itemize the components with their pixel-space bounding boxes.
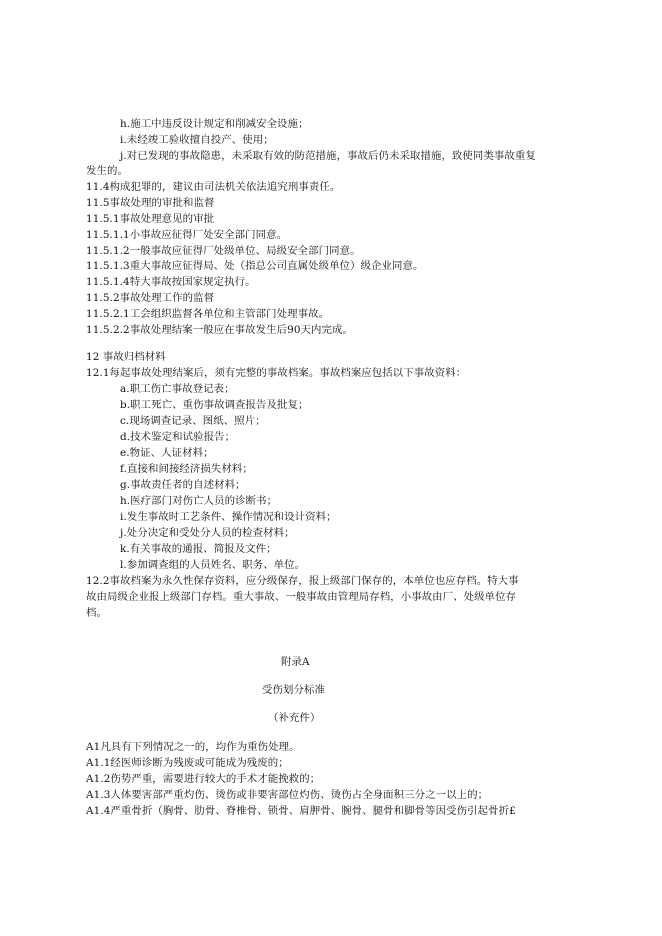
clause-11-4: 11.4构成犯罪的，建议由司法机关依法追究刑事责任。 [86, 181, 341, 193]
item-j-line2: 发生的。 [86, 165, 128, 177]
item-h: h.施工中违反设计规定和削减安全设施； [120, 118, 309, 130]
archive-item-b: b.职工死亡、重伤事故调查报告及批复； [120, 399, 309, 411]
archive-item-d: d.技术鉴定和试验报告； [120, 431, 236, 443]
item-i: i.未经竣工验收擅自投产、使用； [120, 134, 274, 146]
archive-item-g: g.事故责任者的自述材料； [120, 479, 246, 491]
clause-11-5-1: 11.5.1事故处理意见的审批 [86, 213, 215, 225]
archive-item-l: l.参加调查组的人员姓名、职务、单位。 [120, 559, 306, 571]
clause-12-2-line1: 12.2事故档案为永久性保存资料，应分级保存，报上级部门保存的，本单位也应存档。特大事 [86, 575, 519, 587]
archive-item-c: c.现场调查记录、图纸、照片； [120, 415, 266, 427]
item-j-line1: j.对已发现的事故隐患，未采取有效的防范措施，事故后仍未采取措施，致使同类事故重复 [120, 150, 536, 162]
clause-11-5-1-1: 11.5.1.1小事故应征得厂处安全部门同意。 [86, 229, 288, 241]
appendix-note: （补充件） [268, 712, 321, 724]
archive-item-h: h.医疗部门对伤亡人员的诊断书； [120, 495, 278, 507]
clause-11-5-1-3: 11.5.1.3重大事故应征得局、处（指总公司直属处级单位）级企业同意。 [86, 260, 424, 272]
clause-12-1: 12.1每起事故处理结案后，须有完整的事故档案。事故档案应包括以下事故资料： [86, 367, 467, 379]
appendix-subtitle: 受伤划分标准 [262, 684, 325, 696]
clause-11-5-1-4: 11.5.1.4特大事故按国家规定执行。 [86, 276, 256, 288]
archive-item-a: a.职工伤亡事故登记表； [120, 383, 235, 395]
appendix-title: 附录A [281, 656, 310, 668]
archive-item-i: i.发生事故时工艺条件、操作情况和设计资料； [120, 511, 337, 523]
clause-a1-3: A1.3人体要害部严重灼伤、烫伤或非要害部位灼伤、烫伤占全身面积三分之一以上的； [86, 789, 489, 801]
clause-a1-4: A1.4严重骨折（胸骨、肋骨、脊椎骨、锁骨、肩胛骨、腕骨、腿骨和脚骨等因受伤引起骨折£ [86, 805, 516, 817]
archive-item-e: e.物证、人证材料； [120, 447, 214, 459]
clause-12-2-line3: 档。 [86, 607, 107, 619]
clause-11-5-2-1: 11.5.2.1工会组织监督各单位和主管部门处理事故。 [86, 308, 330, 320]
clause-a1: A1凡具有下列情况之一的，均作为重伤处理。 [86, 741, 300, 753]
archive-item-f: f.直接和间接经济损失材料； [120, 463, 253, 475]
clause-a1-1: A1.1经医师诊断为残废或可能成为残废的； [86, 757, 289, 769]
clause-11-5: 11.5事故处理的审批和监督 [86, 197, 215, 209]
archive-item-j: j.处分决定和受处分人员的检查材料； [120, 527, 295, 539]
clause-12-2-line2: 故由局级企业报上级部门存档。重大事故、一般事故由管理局存档，小事故由厂、处级单位存 [86, 591, 517, 603]
section-12-heading: 12 事故归档材料 [86, 351, 166, 363]
clause-11-5-1-2: 11.5.1.2一般事故应征得厂处级单位、局级安全部门同意。 [86, 245, 361, 257]
clause-a1-2: A1.2伤势严重，需要进行较大的手术才能挽救的； [86, 773, 321, 785]
clause-11-5-2-2: 11.5.2.2事故处理结案一般应在事故发生后90天内完成。 [86, 324, 353, 336]
clause-11-5-2: 11.5.2事故处理工作的监督 [86, 292, 215, 304]
archive-item-k: k.有关事故的通报、简报及文件； [120, 543, 277, 555]
